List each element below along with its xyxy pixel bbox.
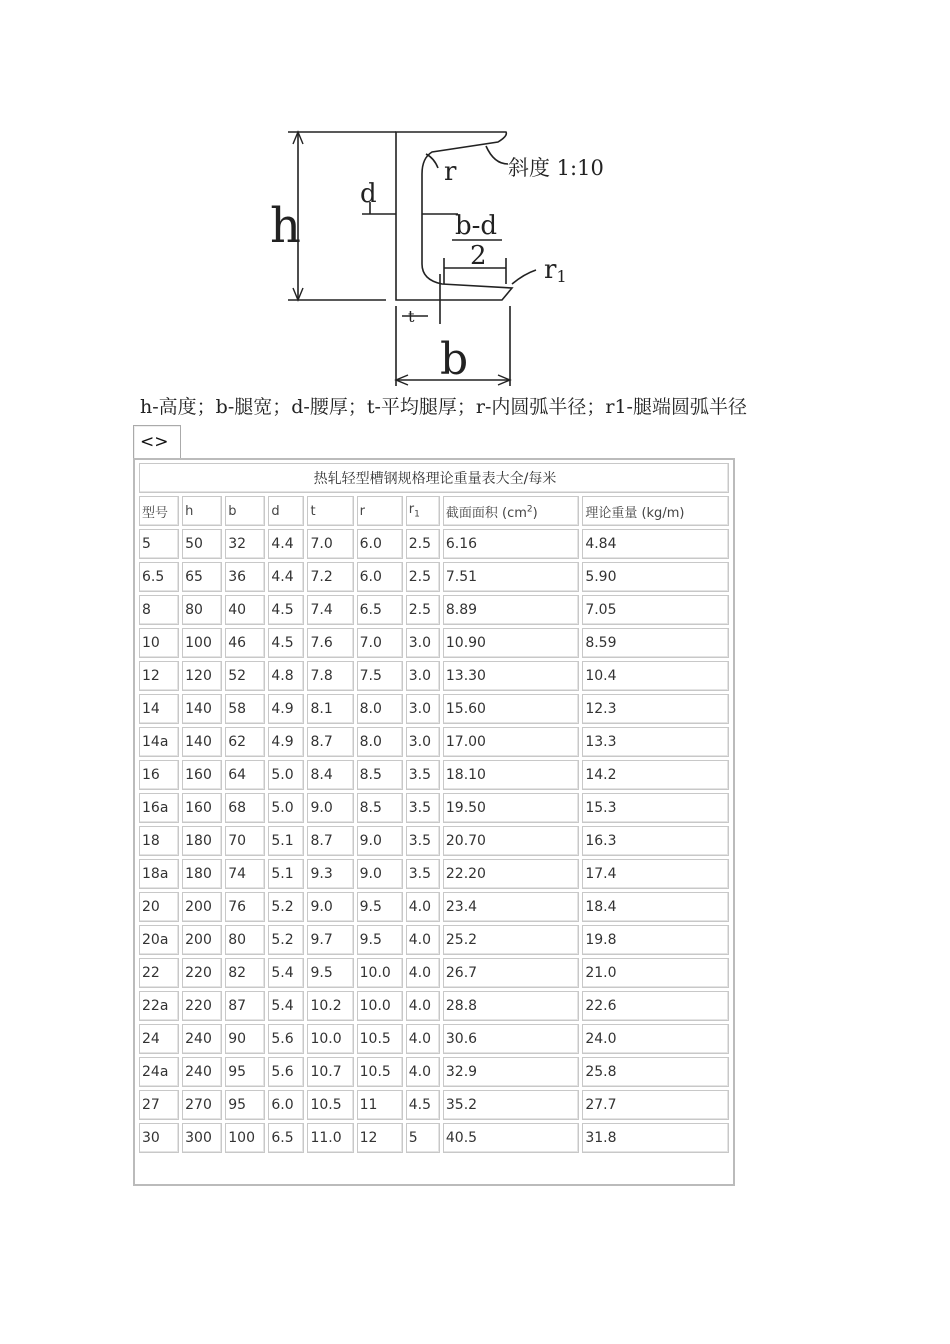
- table-cell: 3.5: [406, 826, 440, 856]
- table-cell: 52: [225, 661, 265, 691]
- table-cell: 160: [182, 760, 222, 790]
- table-cell: 8.5: [357, 760, 403, 790]
- table-cell: 18.10: [443, 760, 579, 790]
- table-cell: 10.0: [307, 1024, 353, 1054]
- table-cell: 3.5: [406, 793, 440, 823]
- table-row: [139, 760, 729, 790]
- table-cell: 14: [139, 694, 179, 724]
- table-row: [139, 1123, 729, 1153]
- table-cell: 8.89: [443, 595, 579, 625]
- header-r: r: [357, 496, 403, 526]
- table-row: [139, 859, 729, 889]
- table-cell: 40.5: [443, 1123, 579, 1153]
- table-cell: 19.8: [582, 925, 729, 955]
- table-cell: 23.4: [443, 892, 579, 922]
- table-cell: 6.0: [268, 1090, 304, 1120]
- table-cell: 36: [225, 562, 265, 592]
- table-cell: 11: [357, 1090, 403, 1120]
- table-cell: 68: [225, 793, 265, 823]
- table-cell: 3.0: [406, 661, 440, 691]
- table-cell: 17.00: [443, 727, 579, 757]
- table-cell: 8.1: [307, 694, 353, 724]
- label-d: d: [360, 179, 377, 209]
- table-cell: 30.6: [443, 1024, 579, 1054]
- table-cell: 8.59: [582, 628, 729, 658]
- label-bd-numerator: b-d: [455, 211, 498, 241]
- header-b: b: [225, 496, 265, 526]
- table-cell: 62: [225, 727, 265, 757]
- table-cell: 6.0: [357, 529, 403, 559]
- table-cell: 3.5: [406, 760, 440, 790]
- table-cell: 80: [182, 595, 222, 625]
- table-cell: 95: [225, 1090, 265, 1120]
- table-row: [139, 958, 729, 988]
- table-cell: 240: [182, 1024, 222, 1054]
- table-cell: 87: [225, 991, 265, 1021]
- table-cell: 16.3: [582, 826, 729, 856]
- table-cell: 24.0: [582, 1024, 729, 1054]
- table-row: [139, 1057, 729, 1087]
- table-cell: 200: [182, 925, 222, 955]
- table-cell: 90: [225, 1024, 265, 1054]
- table-cell: 120: [182, 661, 222, 691]
- table-cell: 100: [182, 628, 222, 658]
- label-r1: r1: [544, 255, 567, 286]
- table-cell: 10.2: [307, 991, 353, 1021]
- table-cell: 2.5: [406, 529, 440, 559]
- table-cell: 6.5: [357, 595, 403, 625]
- table-cell: 3.0: [406, 628, 440, 658]
- table-cell: 8.0: [357, 694, 403, 724]
- table-cell: 65: [182, 562, 222, 592]
- table-cell: 76: [225, 892, 265, 922]
- table-cell: 160: [182, 793, 222, 823]
- table-cell: 16: [139, 760, 179, 790]
- table-cell: 35.2: [443, 1090, 579, 1120]
- table-cell: 25.8: [582, 1057, 729, 1087]
- table-cell: 22: [139, 958, 179, 988]
- table-cell: 95: [225, 1057, 265, 1087]
- table-cell: 22.20: [443, 859, 579, 889]
- table-cell: 4.5: [268, 628, 304, 658]
- table-cell: 13.3: [582, 727, 729, 757]
- table-cell: 9.0: [357, 859, 403, 889]
- table-cell: 4.0: [406, 892, 440, 922]
- table-cell: 9.7: [307, 925, 353, 955]
- table-cell: 4.0: [406, 958, 440, 988]
- table-cell: 4.5: [406, 1090, 440, 1120]
- table-cell: 4.4: [268, 529, 304, 559]
- table-cell: 5.6: [268, 1057, 304, 1087]
- table-cell: 5.1: [268, 826, 304, 856]
- table-row: [139, 826, 729, 856]
- header-r1: $r_1$: [406, 496, 440, 526]
- table-cell: 7.8: [307, 661, 353, 691]
- table-row: [139, 892, 729, 922]
- table-cell: 5.4: [268, 991, 304, 1021]
- table-cell: 220: [182, 958, 222, 988]
- table-cell: 4.0: [406, 991, 440, 1021]
- table-cell: 9.5: [357, 892, 403, 922]
- table-row: [139, 1090, 729, 1120]
- table-cell: 10.4: [582, 661, 729, 691]
- table-cell: 6.5: [268, 1123, 304, 1153]
- table-cell: 22.6: [582, 991, 729, 1021]
- table-cell: 2.5: [406, 595, 440, 625]
- table-cell: 270: [182, 1090, 222, 1120]
- table-cell: 5.2: [268, 925, 304, 955]
- table-cell: 5: [406, 1123, 440, 1153]
- table-cell: 9.5: [357, 925, 403, 955]
- channel-section-diagram: [262, 124, 622, 394]
- label-t: t: [408, 307, 415, 326]
- table-row: [139, 793, 729, 823]
- table-cell: 17.4: [582, 859, 729, 889]
- header-d: d: [268, 496, 304, 526]
- table-cell: 4.0: [406, 1057, 440, 1087]
- header-h: h: [182, 496, 222, 526]
- table-cell: 5.0: [268, 793, 304, 823]
- table-row: [139, 529, 729, 559]
- table-row: [139, 1024, 729, 1054]
- table-cell: 8.5: [357, 793, 403, 823]
- table-cell: 200: [182, 892, 222, 922]
- table-cell: 9.0: [307, 793, 353, 823]
- table-cell: 5.1: [268, 859, 304, 889]
- table-cell: 31.8: [582, 1123, 729, 1153]
- label-slope: 斜度 1:10: [508, 156, 604, 180]
- table-cell: 15.60: [443, 694, 579, 724]
- table-cell: 74: [225, 859, 265, 889]
- table-cell: 4.84: [582, 529, 729, 559]
- table-cell: 58: [225, 694, 265, 724]
- table-title: 热轧轻型槽钢规格理论重量表大全/每米: [139, 463, 729, 493]
- table-cell: 4.0: [406, 1024, 440, 1054]
- table-cell: 7.6: [307, 628, 353, 658]
- table-cell: 4.9: [268, 727, 304, 757]
- table-cell: 6.16: [443, 529, 579, 559]
- table-row: [139, 595, 729, 625]
- table-cell: 46: [225, 628, 265, 658]
- table-cell: 22a: [139, 991, 179, 1021]
- header-model: 型号: [139, 496, 179, 526]
- diagram-caption: h-高度；b-腿宽；d-腰厚；t-平均腿厚；r-内圆弧半径；r1-腿端圆弧半径: [140, 396, 747, 418]
- table-cell: 7.0: [357, 628, 403, 658]
- table-cell: 28.8: [443, 991, 579, 1021]
- table-cell: 40: [225, 595, 265, 625]
- table-cell: 8: [139, 595, 179, 625]
- table-cell: 4.9: [268, 694, 304, 724]
- table-cell: 5: [139, 529, 179, 559]
- table-cell: 9.0: [357, 826, 403, 856]
- table-cell: 4.8: [268, 661, 304, 691]
- table-cell: 9.0: [307, 892, 353, 922]
- code-toggle-icon: <>: [140, 432, 169, 452]
- table-cell: 12: [139, 661, 179, 691]
- table-cell: 26.7: [443, 958, 579, 988]
- table-cell: 24a: [139, 1057, 179, 1087]
- table-cell: 8.4: [307, 760, 353, 790]
- table-cell: 8.7: [307, 727, 353, 757]
- table-cell: 6.5: [139, 562, 179, 592]
- table-cell: 7.2: [307, 562, 353, 592]
- table-cell: 7.0: [307, 529, 353, 559]
- table-cell: 4.5: [268, 595, 304, 625]
- table-cell: 2.5: [406, 562, 440, 592]
- table-cell: 8.7: [307, 826, 353, 856]
- table-cell: 4.4: [268, 562, 304, 592]
- table-cell: 18: [139, 826, 179, 856]
- table-cell: 64: [225, 760, 265, 790]
- header-weight: 理论重量 (kg/m): [582, 496, 729, 526]
- table-cell: 50: [182, 529, 222, 559]
- table-cell: 32.9: [443, 1057, 579, 1087]
- table-cell: 10.5: [357, 1024, 403, 1054]
- header-area: 截面面积 $(cm^2)$: [443, 496, 579, 526]
- table-cell: 3.0: [406, 694, 440, 724]
- table-cell: 10.7: [307, 1057, 353, 1087]
- table-cell: 7.05: [582, 595, 729, 625]
- table-cell: 25.2: [443, 925, 579, 955]
- table-cell: 11.0: [307, 1123, 353, 1153]
- table-cell: 30: [139, 1123, 179, 1153]
- header-t: t: [307, 496, 353, 526]
- table-cell: 82: [225, 958, 265, 988]
- table-cell: 15.3: [582, 793, 729, 823]
- table-cell: 10.0: [357, 958, 403, 988]
- table-cell: 14a: [139, 727, 179, 757]
- table-cell: 70: [225, 826, 265, 856]
- table-cell: 20a: [139, 925, 179, 955]
- table-cell: 27: [139, 1090, 179, 1120]
- label-h: h: [270, 198, 301, 254]
- table-cell: 32: [225, 529, 265, 559]
- table-cell: 140: [182, 694, 222, 724]
- label-b: b: [440, 334, 469, 385]
- table-row: [139, 562, 729, 592]
- table-cell: 7.51: [443, 562, 579, 592]
- label-bd-denominator: 2: [470, 241, 487, 271]
- table-cell: 140: [182, 727, 222, 757]
- table-row: [139, 727, 729, 757]
- table-cell: 5.6: [268, 1024, 304, 1054]
- table-cell: 14.2: [582, 760, 729, 790]
- table-cell: 9.5: [307, 958, 353, 988]
- table-cell: 3.0: [406, 727, 440, 757]
- table-row: [139, 661, 729, 691]
- table-cell: 5.90: [582, 562, 729, 592]
- table-cell: 100: [225, 1123, 265, 1153]
- table-row: [139, 628, 729, 658]
- table-cell: 9.3: [307, 859, 353, 889]
- table-cell: 10.90: [443, 628, 579, 658]
- table-cell: 3.5: [406, 859, 440, 889]
- table-title-row: [139, 463, 729, 493]
- table-cell: 21.0: [582, 958, 729, 988]
- table-header-row: [139, 496, 729, 526]
- table-row: [139, 991, 729, 1021]
- table-cell: 27.7: [582, 1090, 729, 1120]
- table-cell: 16a: [139, 793, 179, 823]
- table-cell: 19.50: [443, 793, 579, 823]
- table-cell: 10: [139, 628, 179, 658]
- table-cell: 6.0: [357, 562, 403, 592]
- table-cell: 10.0: [357, 991, 403, 1021]
- table-cell: 10.5: [357, 1057, 403, 1087]
- table-cell: 7.4: [307, 595, 353, 625]
- table-cell: 12: [357, 1123, 403, 1153]
- table-cell: 300: [182, 1123, 222, 1153]
- table-cell: 180: [182, 826, 222, 856]
- table-cell: 20.70: [443, 826, 579, 856]
- table-cell: 10.5: [307, 1090, 353, 1120]
- table-cell: 180: [182, 859, 222, 889]
- table-cell: 5.0: [268, 760, 304, 790]
- table-cell: 220: [182, 991, 222, 1021]
- table-cell: 4.0: [406, 925, 440, 955]
- table-cell: 12.3: [582, 694, 729, 724]
- table-cell: 7.5: [357, 661, 403, 691]
- code-toggle-button[interactable]: [133, 425, 181, 461]
- table-cell: 80: [225, 925, 265, 955]
- table-cell: 20: [139, 892, 179, 922]
- label-r: r: [444, 157, 457, 187]
- table-cell: 18a: [139, 859, 179, 889]
- channel-steel-table: [136, 460, 732, 1156]
- table-cell: 5.2: [268, 892, 304, 922]
- table-cell: 24: [139, 1024, 179, 1054]
- table-cell: 8.0: [357, 727, 403, 757]
- table-cell: 240: [182, 1057, 222, 1087]
- table-cell: 13.30: [443, 661, 579, 691]
- table-cell: 18.4: [582, 892, 729, 922]
- table-cell: 5.4: [268, 958, 304, 988]
- table-row: [139, 694, 729, 724]
- table-row: [139, 925, 729, 955]
